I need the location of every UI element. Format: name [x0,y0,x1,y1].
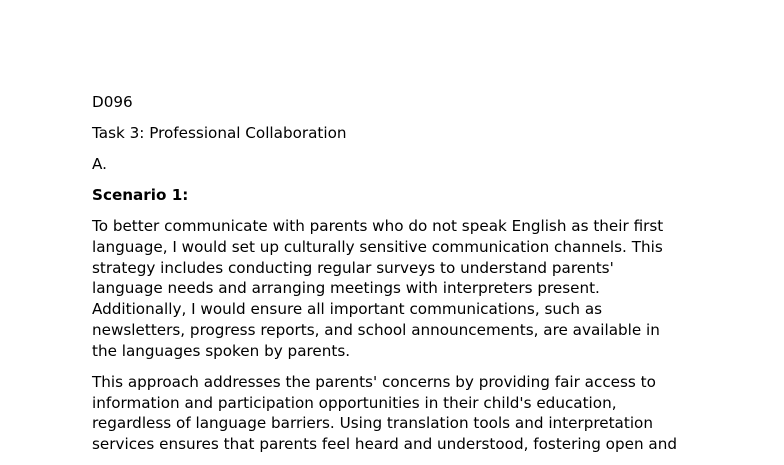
paragraph-line: To better communicate with parents who do not speak English as their first [92,216,664,235]
paragraph-line: regardless of language barriers. Using translation tools and interpretation [92,414,653,433]
task-title: Task 3: Professional Collaboration [92,123,347,142]
paragraph-line: strategy includes conducting regular surveys to understand parents' [92,258,614,277]
paragraph-line: services ensures that parents feel heard and understood, fostering open and [92,435,677,454]
paragraph-line: language needs and arranging meetings with interpreters present. [92,279,600,298]
paragraph-1 [92,216,712,362]
paragraph-line: the languages spoken by parents. [92,341,351,360]
course-code: D096 [92,93,133,111]
paragraph-line: This approach addresses the parents' concerns by providing fair access to [92,372,656,391]
paragraph-line: information and participation opportunities in their child's education, [92,393,617,412]
section-label: A. [92,154,107,173]
scenario-heading: Scenario 1: [92,185,189,204]
paragraph-line: Additionally, I would ensure all important communications, such as [92,300,603,319]
paragraph-line: newsletters, progress reports, and school announcements, are available in [92,320,660,339]
paragraph-2 [92,372,712,455]
paragraph-line: language, I would set up culturally sensitive communication channels. This [92,237,663,256]
document-body [92,92,712,465]
